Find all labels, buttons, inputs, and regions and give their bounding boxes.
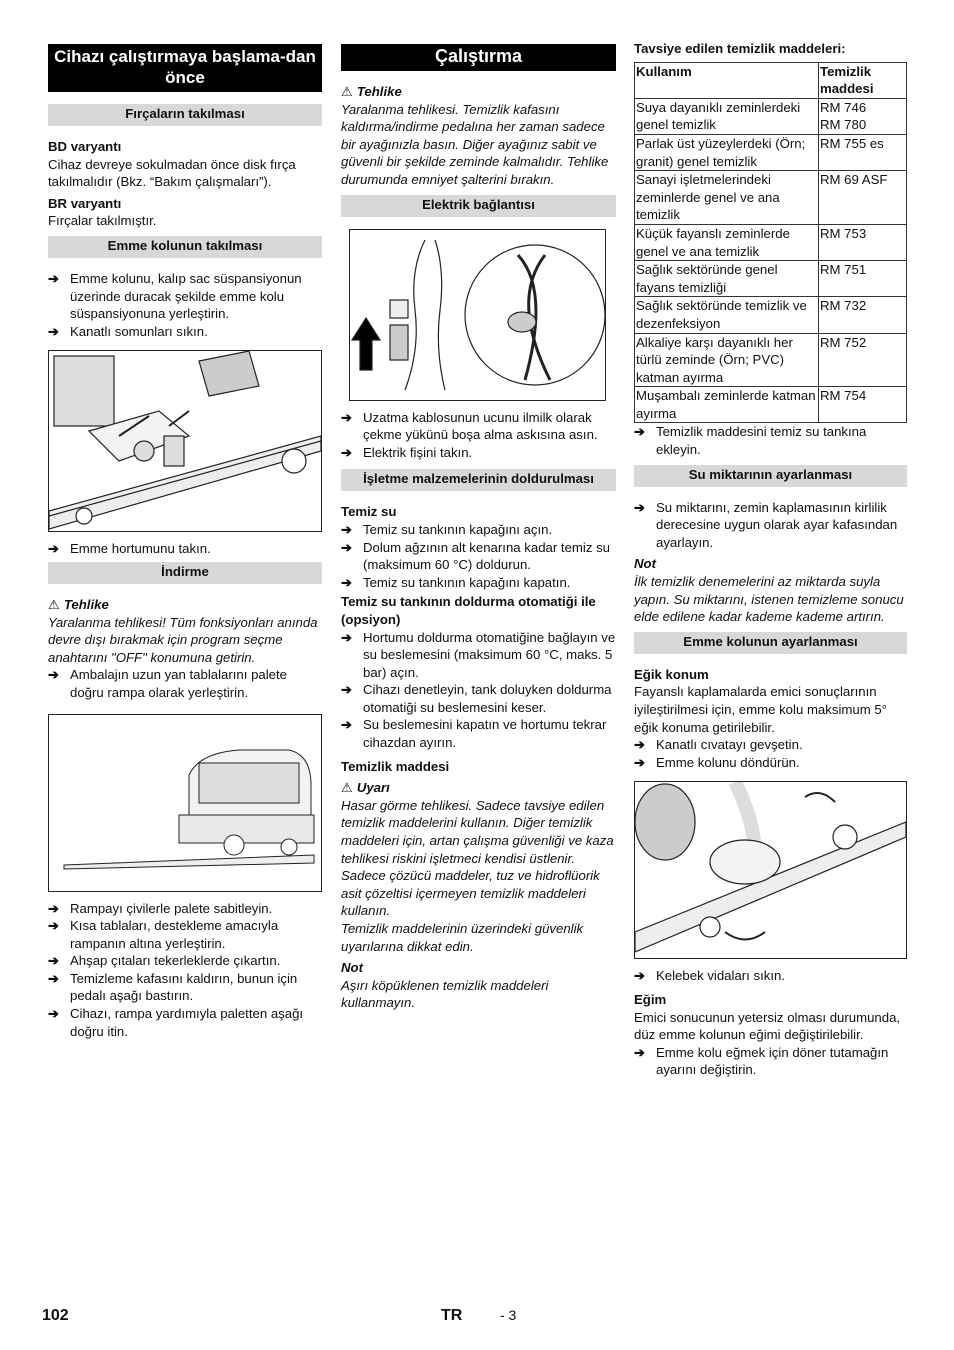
step-item: ➔ Kelebek vidaları sıkın. [634, 968, 786, 984]
column-1 [48, 44, 322, 1040]
subsection-header: İşletme malzemelerinin doldurulması [341, 469, 616, 491]
agent-cell: RM 755 es [819, 134, 907, 170]
label: Eğim [634, 991, 667, 1007]
label: Temiz su tankının doldurma otomatiği ile (opsiyon) [341, 594, 596, 627]
column-2 [341, 44, 616, 1012]
suction-bar-tilt-figure [634, 781, 907, 959]
note-text: İlk temizlik denemelerini az miktarda suyla yapın. Su miktarını, istenen temizleme sonucu elde edilene kadar kademe kademe artırın. [634, 574, 904, 625]
note-text: Aşırı köpüklenen temizlik maddeleri kullanmayın. [341, 977, 549, 1011]
step-item: ➔ Dolum ağzının alt kenarına kadar temiz su (maksimum 60 °C) doldurun. [341, 539, 611, 573]
table-title: Tavsiye edilen temizlik maddeleri: [634, 41, 846, 56]
danger-label: ⚠ Tehlike [341, 84, 402, 99]
arrow-icon: ➔ [634, 424, 646, 440]
caution-text: Hasar görme tehlikesi. Sadece tavsiye edilen temizlik maddelerini kullanın. Diğer temizlik maddeleri için, artan çalışma güvenliği ve kaza tehlikesi riskini işletmeci kendisi üstlenir. [341, 797, 614, 866]
caution-text: Temizlik maddelerinin üzerindeki güvenlik uyarılarına dikkat edin. [341, 921, 584, 954]
paragraph: Fırçalar takılmıştır. [48, 213, 157, 229]
agent-cell: RM 753 [819, 224, 907, 260]
usage-cell: Parlak üst yüzeylerdeki (Örn; granit) genel temizlik [635, 134, 819, 170]
arrow-icon: ➔ [341, 574, 353, 590]
step-list [634, 423, 907, 458]
usage-cell: Muşambalı zeminlerde katman ayırma [635, 387, 819, 423]
column-3 [634, 41, 907, 1079]
agent-cell: RM 752 [819, 333, 907, 387]
arrow-icon: ➔ [48, 953, 60, 969]
agent-cell: RM 751 [819, 261, 907, 297]
arrow-icon: ➔ [48, 323, 60, 339]
usage-cell: Sağlık sektöründe temizlik ve dezenfeksiyon [635, 297, 819, 333]
step-item: ➔ Temizleme kafasını kaldırın, bunun için pedalı aşağı bastırın. [48, 970, 298, 1004]
step-item: ➔ Ambalajın uzun yan tablalarını palete doğru rampa olarak yerleştirin. [48, 667, 288, 700]
suction-bar-figure [48, 350, 322, 532]
agent-cell: RM 754 [819, 387, 907, 423]
machine-on-pallet-figure [48, 714, 322, 892]
subsection-header: Fırçaların takılması [48, 104, 322, 126]
step-item: ➔ Temizlik maddesini temiz su tankına ekleyin. [634, 424, 867, 458]
step-item: ➔ Cihazı, rampa yardımıyla paletten aşağı doğru itin. [48, 1006, 304, 1039]
step-item: ➔ Emme kolunu döndürün. [634, 754, 800, 770]
detergent-table [634, 62, 907, 424]
table-row [635, 333, 907, 387]
table-row [635, 387, 907, 423]
arrow-icon: ➔ [48, 541, 60, 557]
step-item: ➔ Rampayı çivilerle palete sabitleyin. [48, 900, 273, 916]
note-label: Not [341, 960, 363, 976]
note-label: Not [634, 556, 656, 572]
subsection-header: Emme kolunun ayarlanması [634, 632, 907, 654]
subsection-header: Elektrik bağlantısı [341, 195, 616, 217]
step-list [341, 629, 616, 752]
step-item: ➔ Kanatlı cıvatayı gevşetin. [634, 737, 803, 753]
step-item: ➔ Hortumu doldurma otomatiğine bağlayın ve su beslemesini (maksimum 60 °C, maks. 5 bar) açın. [341, 629, 616, 680]
step-list [341, 409, 616, 462]
column-header: Temizlik maddesi [819, 62, 907, 98]
arrow-icon: ➔ [48, 900, 60, 916]
step-list [634, 1044, 907, 1079]
usage-cell: Suya dayanıklı zeminlerdeki genel temizlik [635, 98, 819, 134]
arrow-icon: ➔ [48, 667, 60, 683]
warning-icon: ⚠ [341, 84, 353, 99]
arrow-icon: ➔ [341, 521, 353, 537]
arrow-icon: ➔ [634, 499, 646, 515]
arrow-icon: ➔ [634, 737, 646, 753]
step-list [341, 521, 616, 591]
step-list [634, 499, 907, 552]
step-list [48, 900, 322, 1041]
step-item: ➔ Cihazı denetleyin, tank doluyken doldurma otomatiği su beslemesini keser. [341, 682, 612, 715]
step-list [634, 967, 907, 985]
step-list [634, 736, 907, 771]
agent-cell: RM 746 RM 780 [819, 98, 907, 134]
usage-cell: Küçük fayanslı zeminlerde genel ve ana temizlik [635, 224, 819, 260]
arrow-icon: ➔ [48, 970, 60, 986]
label: Temiz su [341, 504, 397, 520]
agent-cell: RM 732 [819, 297, 907, 333]
warning-icon: ⚠ [341, 780, 353, 796]
label: Temizlik maddesi [341, 758, 450, 774]
step-list [48, 540, 322, 558]
step-item: ➔ Ahşap çıtaları tekerleklerde çıkartın. [48, 953, 281, 969]
subsection-header: Emme kolunun takılması [48, 236, 322, 258]
caution-text: Sadece çözücü maddeler, tuz ve hidroflüorik asit çözeltisi içermeyen temizlik maddeleri kullanın. [341, 868, 600, 919]
arrow-icon: ➔ [634, 968, 646, 984]
page-sub-number: - 3 [500, 1307, 517, 1323]
step-item: ➔ Su beslemesini kapatın ve hortumu tekrar cihazdan ayırın. [341, 717, 607, 751]
step-item: ➔ Emme kolunu, kalıp sac süspansiyonun üzerinde duracak şekilde emme kolu süspansiyonuna yerleştirin. [48, 270, 302, 322]
step-item: ➔ Emme hortumunu takın. [48, 541, 211, 557]
arrow-icon: ➔ [341, 409, 353, 425]
page-number: 102 [42, 1307, 69, 1324]
table-row [635, 224, 907, 260]
arrow-icon: ➔ [634, 754, 646, 770]
usage-cell: Alkaliye karşı dayanıklı her türlü zeminde (Örn; PVC) katman ayırma [635, 333, 819, 387]
warning-text: Yaralanma tehlikesi. Temizlik kafasını kaldırma/indirme pedalına her zaman sadece bir ayağınızla basın. Diğer ayağınız sabit ve güvenli bir şekilde zeminde kalmalıdır. Tehlike durumunda emniyet şalterini bırakın. [341, 101, 609, 187]
usage-cell: Sanayi işletmelerindeki zeminlerde genel ve ana temizlik [635, 171, 819, 225]
step-list [48, 666, 322, 701]
danger-label: ⚠ Tehlike [48, 596, 109, 612]
section-title: Cihazı çalıştırmaya başlama-dan önce [48, 44, 322, 92]
arrow-icon: ➔ [341, 629, 353, 645]
paragraph: Fayanslı kaplamalarda emici sonuçlarının iyileştirilmesi için, emme kolu maksimum 5° eğik konuma getirilebilir. [634, 684, 887, 735]
step-item: ➔ Su miktarını, zemin kaplamasının kirlilik derecesine uygun olarak ayar kafasından ayarlayın. [634, 499, 898, 550]
label: BD varyantı [48, 139, 122, 154]
subsection-header: İndirme [48, 562, 322, 584]
language-code: TR [441, 1307, 463, 1324]
arrow-icon: ➔ [341, 682, 353, 698]
warning-icon: ⚠ [48, 596, 60, 612]
usage-cell: Sağlık sektöründe genel fayans temizliği [635, 261, 819, 297]
step-item: ➔ Elektrik fişini takın. [341, 444, 473, 460]
step-list [48, 270, 322, 340]
subsection-header: Su miktarının ayarlanması [634, 465, 907, 487]
label: BR varyantı [48, 195, 122, 211]
step-item: ➔ Kanatlı somunları sıkın. [48, 323, 208, 339]
arrow-icon: ➔ [341, 717, 353, 733]
arrow-icon: ➔ [634, 1044, 646, 1060]
step-item: ➔ Emme kolu eğmek için döner tutamağın ayarını değiştirin. [634, 1044, 889, 1078]
power-cable-figure [349, 229, 606, 401]
paragraph: Emici sonucunun yetersiz olması durumunda, düz emme kolunun eğimi değiştirilebilir. [634, 1009, 901, 1043]
arrow-icon: ➔ [48, 1006, 60, 1022]
arrow-icon: ➔ [341, 539, 353, 555]
step-item: ➔ Temiz su tankının kapağını kapatın. [341, 574, 571, 590]
table-row [635, 261, 907, 297]
table-row [635, 134, 907, 170]
column-header: Kullanım [635, 62, 819, 98]
agent-cell: RM 69 ASF [819, 171, 907, 225]
table-row [635, 171, 907, 225]
arrow-icon: ➔ [341, 444, 353, 460]
arrow-icon: ➔ [48, 270, 60, 286]
step-item: ➔ Uzatma kablosunun ucunu ilmilk olarak çekme yükünü boşa alma askısına asın. [341, 409, 598, 443]
caution-label: ⚠ Uyarı [341, 780, 390, 796]
section-title: Çalıştırma [341, 44, 616, 71]
paragraph: Cihaz devreye sokulmadan önce disk fırça takılmalıdır (Bkz. “Bakım çalışmaları”). [48, 156, 296, 190]
table-header-row [635, 62, 907, 98]
label: Eğik konum [634, 666, 709, 682]
step-item: ➔ Kısa tablaları, destekleme amacıyla rampanın altına yerleştirin. [48, 918, 279, 951]
step-item: ➔ Temiz su tankının kapağını açın. [341, 521, 553, 537]
warning-text: Yaralanma tehlikesi! Tüm fonksiyonları anında devre dışı bırakmak için program seçme anahtarını "OFF" konumuna getirin. [48, 614, 318, 665]
arrow-icon: ➔ [48, 918, 60, 934]
table-row [635, 98, 907, 134]
table-row [635, 297, 907, 333]
